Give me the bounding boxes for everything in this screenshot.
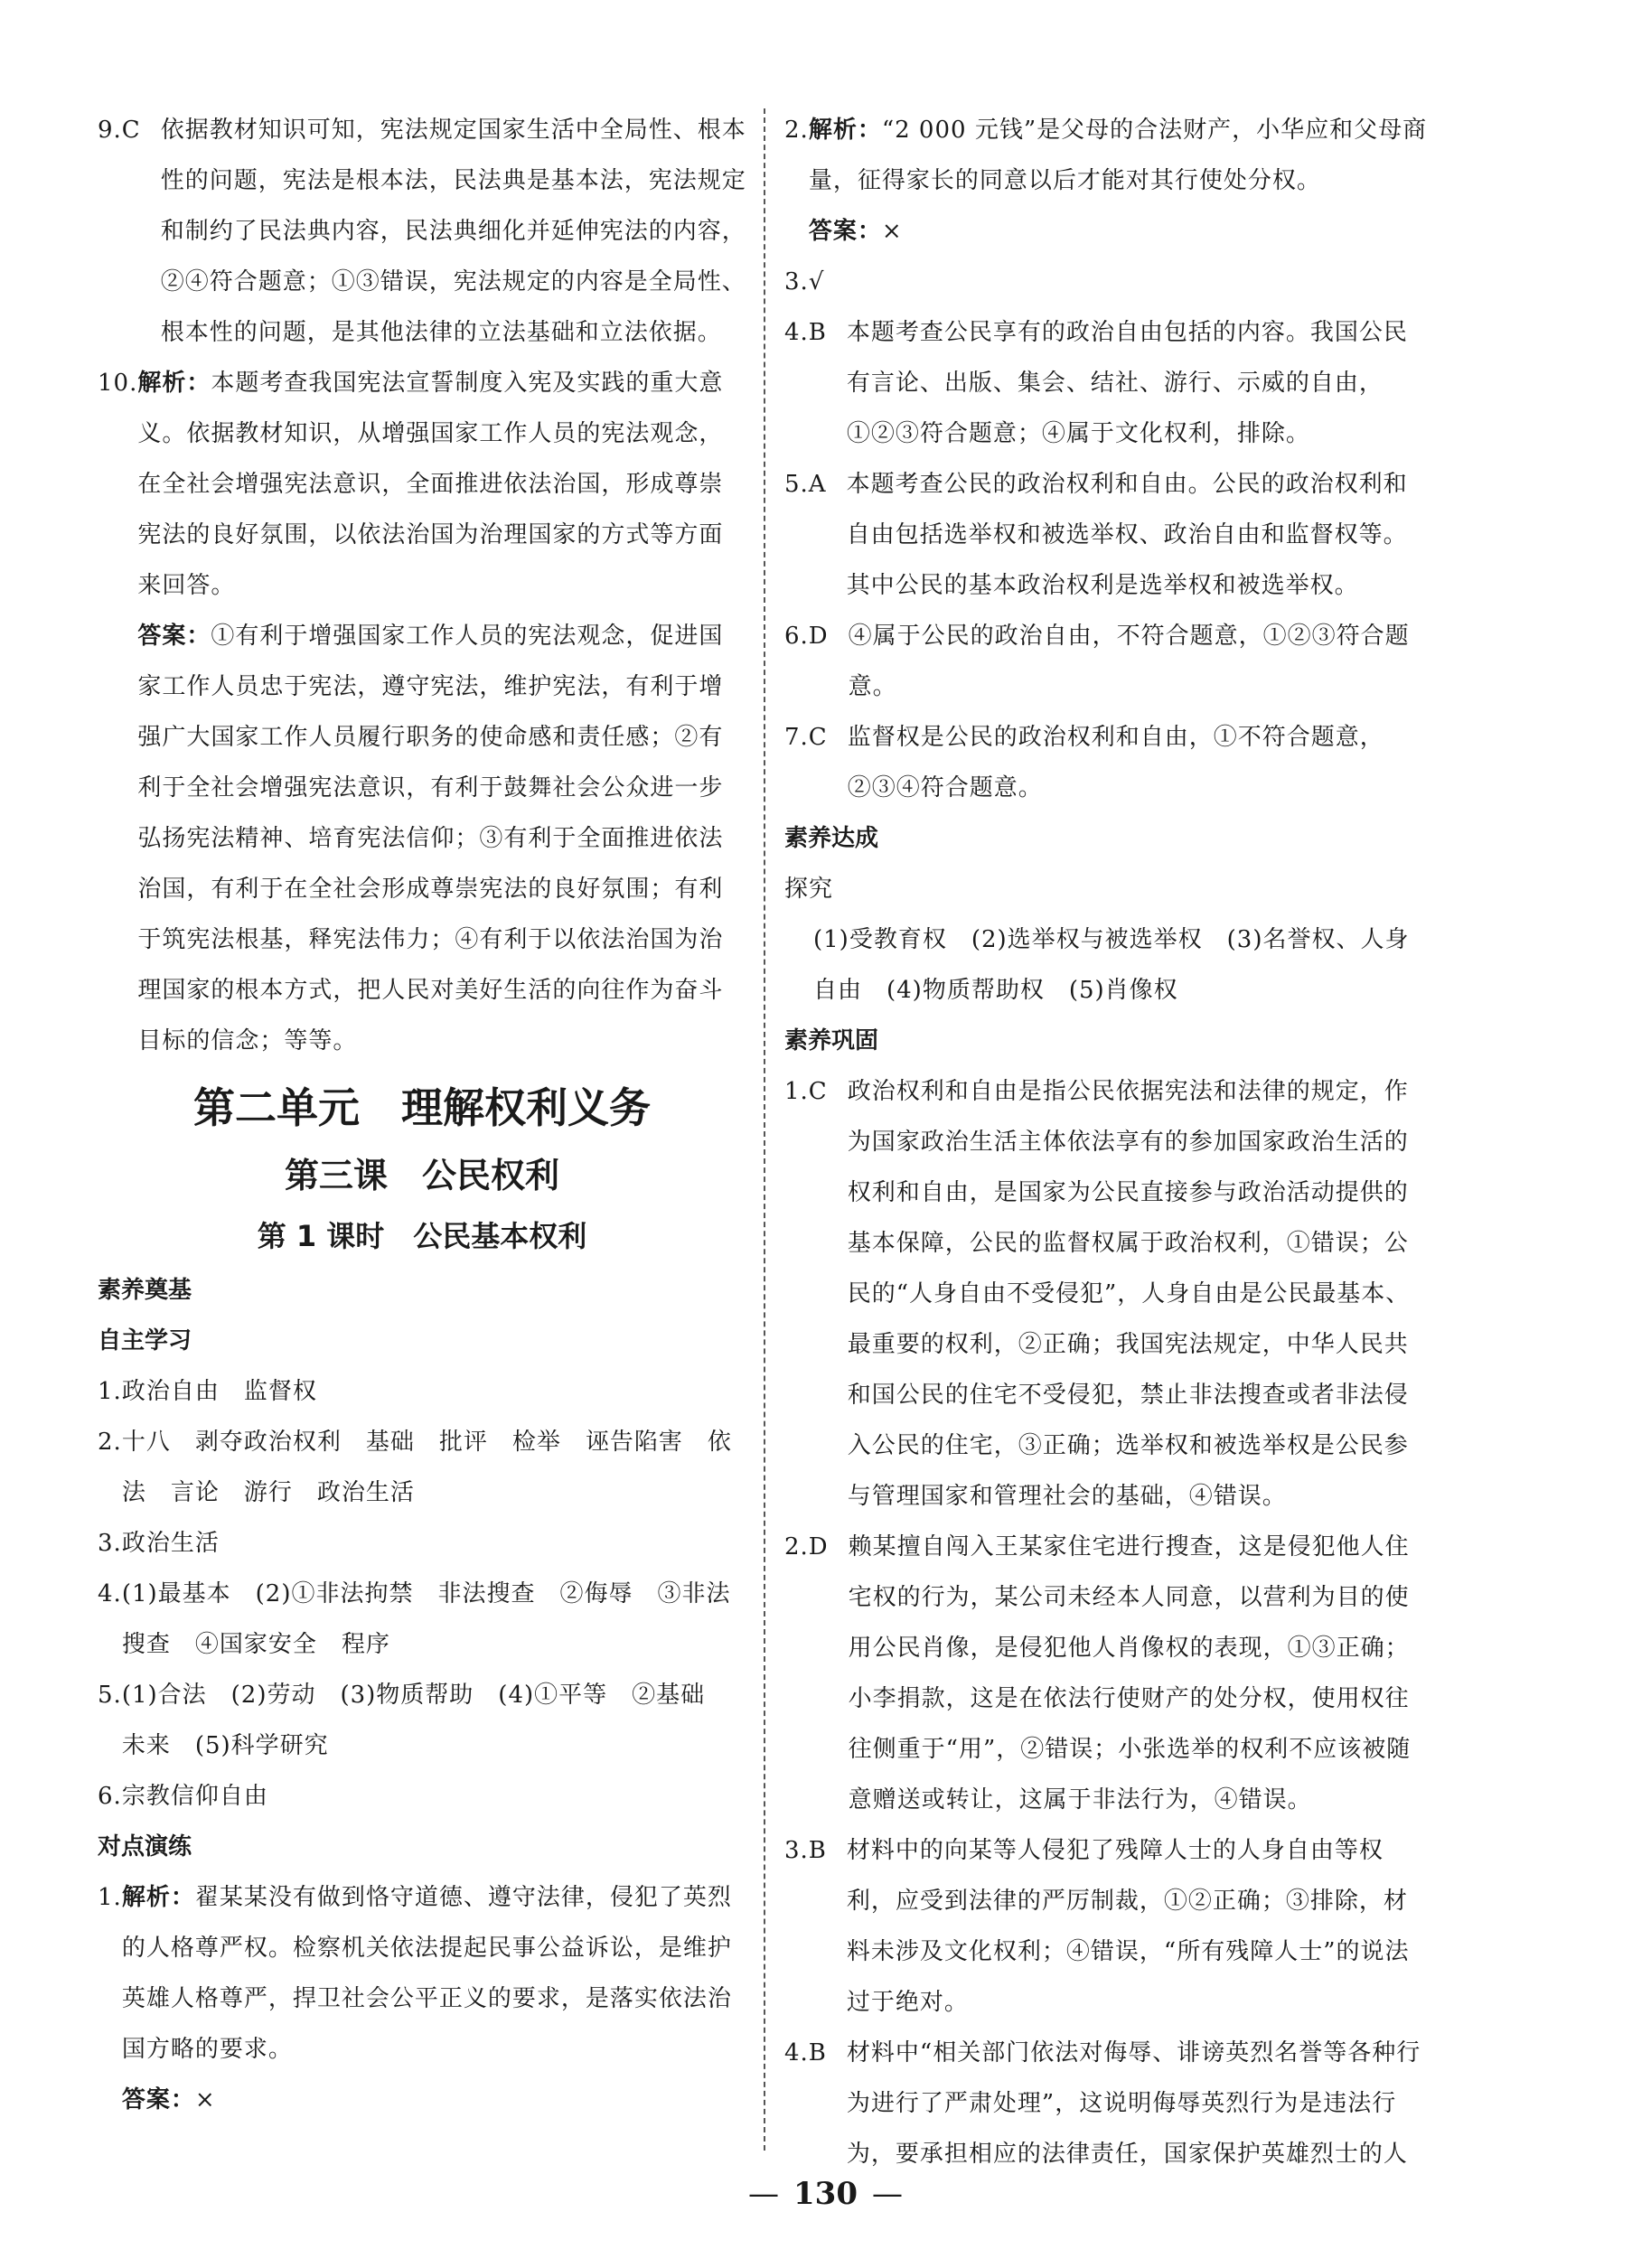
- drill-item-5: [784, 459, 1428, 611]
- item-text: (1)合法 (2)劳动 (3)物质帮助 (4)①平等 ②基础 未来 (5)科学研究: [121, 1682, 730, 1759]
- section-heading-consolidate: 素养巩固: [784, 1027, 879, 1054]
- item-text: 材料中的向某等人侵犯了残障人士的人身自由等权利，应受到法律的严厉制裁，①②正确；③排除，材料未涉及文化权利；④错误，“所有残障人士”的说法过于绝对。: [846, 1837, 1410, 2016]
- drill-item-1: [98, 1872, 746, 2125]
- answer-text: ×: [881, 218, 903, 245]
- item-number: 3.: [784, 268, 809, 295]
- answer-block: [122, 2075, 746, 2125]
- section-heading-attain: 素养达成: [784, 825, 879, 852]
- analysis-text: “2 000 元钱”是父母的合法财产，小华应和父母商量，征得家长的同意以后才能对其行使处分权。: [808, 117, 1428, 194]
- lesson-title: 第三课 公民权利: [284, 1156, 559, 1195]
- right-column: [784, 105, 1428, 2179]
- item-number: 3.: [98, 1530, 122, 1557]
- drill-item-3: [784, 257, 1428, 307]
- item-text: 政治自由 监督权: [121, 1378, 317, 1405]
- item-text: 监督权是公民的政治权利和自由，①不符合题意，②③④符合题意。: [847, 724, 1384, 801]
- analysis-block: [122, 1872, 746, 2075]
- self-study-item-3: [98, 1518, 746, 1569]
- item-text: √: [808, 268, 825, 295]
- unit-title: 第二单元 理解权利义务: [193, 1083, 651, 1132]
- item-number: 2.: [784, 117, 809, 144]
- item-number: 3.B: [784, 1837, 827, 1864]
- drill-item-2: [784, 105, 1428, 257]
- analysis-label: 解析：: [808, 117, 882, 144]
- item-text: 材料中“相关部门依法对侮辱、诽谤英烈名誉等各种行为进行了严肃处理”，这说明侮辱英烈行为是违法行为，要承担相应的法律责任，国家保护英雄烈士的人: [846, 2039, 1421, 2168]
- footer-dash-left: —: [748, 2176, 779, 2212]
- answer-text: ×: [194, 2086, 216, 2113]
- item-number: 9.C: [98, 117, 141, 144]
- consolidate-item-2: [784, 1522, 1428, 1825]
- consolidate-item-3: [784, 1825, 1428, 2028]
- page-number-footer: [0, 2176, 1651, 2212]
- self-study-item-6: [98, 1771, 746, 1822]
- item-number: 1.: [98, 1378, 122, 1405]
- page-number: 130: [793, 2176, 858, 2212]
- footer-dash-right: —: [871, 2176, 903, 2212]
- item-number: 5.A: [784, 471, 827, 498]
- self-study-item-1: [98, 1366, 746, 1417]
- item-text: 赖某擅自闯入王某家住宅进行搜查，这是侵犯他人住宅权的行为，某公司未经本人同意，以营利为目的使用公民肖像，是侵犯他人肖像权的表现，①③正确；小李捐款，这是在依法行使财产的处分权，使用权往往侧重于“用”，②错误；小张选举的权利不应该被随意赠送或转让，这属于非法行为，④错误。: [848, 1533, 1412, 1813]
- item-number: 6.: [98, 1783, 122, 1810]
- drill-item-6: [784, 611, 1428, 712]
- item-number: 10.: [98, 370, 138, 397]
- item-number: 6.D: [784, 623, 829, 650]
- analysis-block: [137, 358, 746, 611]
- item-text: 本题考查公民享有的政治自由包括的内容。我国公民有言论、出版、集会、结社、游行、示威的自由，①②③符合题意；④属于文化权利，排除。: [846, 319, 1408, 447]
- consolidate-item-1: [784, 1066, 1428, 1522]
- answer-label: 答案：: [808, 218, 882, 245]
- item-text: 政治生活: [121, 1530, 220, 1557]
- item-number: 2.D: [784, 1533, 829, 1560]
- item-text: (1)最基本 (2)①非法拘禁 非法搜查 ②侮辱 ③非法搜查 ④国家安全 程序: [121, 1580, 731, 1658]
- answer-label: 答案：: [137, 623, 211, 650]
- item-number: 5.: [98, 1682, 122, 1709]
- column-divider: [764, 108, 765, 2151]
- answer-text: ①有利于增强国家工作人员的宪法观念，促进国家工作人员忠于宪法，遵守宪法，维护宪法，有利于增强广大国家工作人员履行职务的使命感和责任感；②有利于全社会增强宪法意识，有利于鼓舞社会公众进一步弘扬宪法精神、培育宪法信仰；③有利于全面推进依法治国，有利于在全社会形成尊崇宪法的良好氛围；有利于筑宪法根基，释宪法伟力；④有利于以依法治国为治理国家的根本方式，把人民对美好生活的向往作为奋斗目标的信念；等等。: [137, 623, 724, 1054]
- item-text: 本题考查公民的政治权利和自由。公民的政治权利和自由包括选举权和被选举权、政治自由和监督权等。其中公民的基本政治权利是选举权和被选举权。: [846, 471, 1408, 599]
- answer-item-10: [98, 358, 746, 1066]
- item-number: 2.: [98, 1429, 122, 1456]
- answer-block: [137, 611, 746, 1066]
- drill-item-7: [784, 712, 1428, 813]
- consolidate-item-4: [784, 2028, 1428, 2179]
- analysis-label: 解析：: [137, 370, 211, 397]
- section-heading-drill: 对点演练: [98, 1833, 192, 1860]
- explore-label: 探究: [784, 876, 834, 903]
- item-text: 政治权利和自由是指公民依据宪法和法律的规定，作为国家政治生活主体依法享有的参加国家政治生活的权利和自由，是国家为公民直接参与政治活动提供的基本保障，公民的监督权属于政治权利，①错误；公民的“人身自由不受侵犯”，人身自由是公民最基本、最重要的权利，②正确；我国宪法规定，中华人民共和国公民的住宅不受侵犯，禁止非法搜查或者非法侵入公民的住宅，③正确；选举权和被选举权是公民参与管理国家和管理社会的基础，④错误。: [847, 1078, 1411, 1510]
- item-number: 4.: [98, 1580, 122, 1607]
- answer-block: [809, 206, 1428, 257]
- item-text: 宗教信仰自由: [121, 1783, 268, 1810]
- self-study-item-2: [98, 1417, 746, 1518]
- answer-label: 答案：: [121, 2086, 195, 2113]
- left-column: [98, 105, 746, 2125]
- self-study-item-4: [98, 1569, 746, 1670]
- answer-item-9: [98, 105, 746, 358]
- item-number: 1.C: [784, 1078, 828, 1105]
- section-heading-self-study: 自主学习: [98, 1327, 192, 1354]
- item-text: 十八 剥夺政治权利 基础 批评 检举 诬告陷害 依法 言论 游行 政治生活: [121, 1429, 732, 1506]
- item-number: 4.B: [784, 319, 827, 346]
- item-number: 4.B: [784, 2039, 827, 2067]
- analysis-text: 本题考查我国宪法宣誓制度入宪及实践的重大意义。依据教材知识，从增强国家工作人员的宪法观念，在全社会增强宪法意识，全面推进依法治国，形成尊崇宪法的良好氛围，以依法治国为治理国家的方式等方面来回答。: [137, 370, 724, 599]
- period-title: 第 1 课时 公民基本权利: [257, 1219, 587, 1253]
- analysis-text: 翟某某没有做到恪守道德、遵守法律，侵犯了英烈的人格尊严权。检察机关依法提起民事公益诉讼，是维护英雄人格尊严，捍卫社会公平正义的要求，是落实依法治国方略的要求。: [121, 1884, 732, 2063]
- self-study-item-5: [98, 1670, 746, 1771]
- section-heading-foundation: 素养奠基: [98, 1277, 192, 1304]
- analysis-label: 解析：: [121, 1884, 195, 1911]
- item-text: ④属于公民的政治自由，不符合题意，①②③符合题意。: [848, 623, 1410, 700]
- explore-answers: (1)受教育权 (2)选举权与被选举权 (3)名誉权、人身自由 (4)物质帮助权 (5)肖像权: [813, 926, 1410, 1004]
- item-number: 1.: [98, 1884, 122, 1911]
- drill-item-4: [784, 307, 1428, 459]
- analysis-block: [809, 105, 1428, 206]
- item-number: 7.C: [784, 724, 828, 751]
- item-text: 依据教材知识可知，宪法规定国家生活中全局性、根本性的问题，宪法是根本法，民法典是基本法，宪法规定和制约了民法典内容，民法典细化并延伸宪法的内容，②④符合题意；①③错误，宪法规定的内容是全局性、根本性的问题，是其他法律的立法基础和立法依据。: [160, 117, 746, 346]
